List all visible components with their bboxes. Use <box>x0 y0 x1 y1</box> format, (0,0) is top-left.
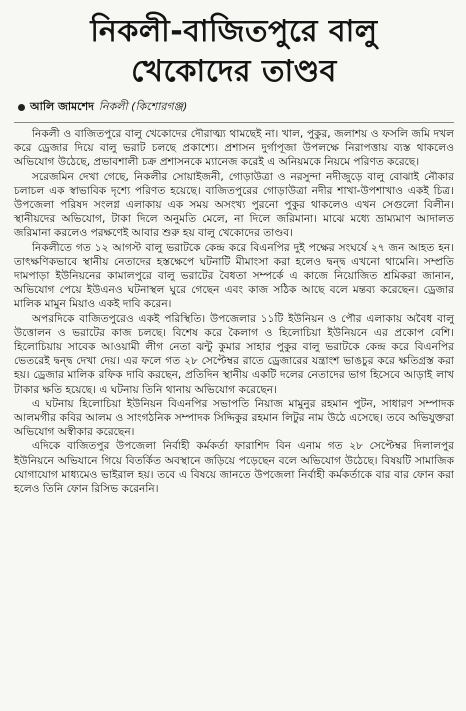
byline <box>18 98 454 117</box>
headline-line-2: খেকোদের তাণ্ডব <box>131 54 337 89</box>
headline <box>14 12 454 92</box>
byline-author: আলি জামশেদ <box>30 100 94 113</box>
paragraph-4: অপরদিকে বাজিতপুরেও একই পরিস্থিতি। উপজেলার ১১টি ইউনিয়ন ও পৌর এলাকায় অবৈধ বালু উত্তোলন ও ভরাটের কাজ চলছে। বিশেষ করে কৈলাগ ও হিলোচিয়া ইউনিয়নে এর প্রকোপ বেশি। হিলোচিয়ায় সাবেক আওয়ামী লীগ নেতা ঝন্টু কুমার সাহার পুকুর বালু ভরাটকে কেন্দ্র করে বিএনপির ভেতরেই দ্বন্দ্ব দেখা দেয়। এর ফলে গত ২৮ সেপ্টেম্বর রাতে ড্রেজারের যন্ত্রাংশ ভাঙচুর করে ক্ষতিগ্রস্ত করা হয়। ড্রেজার মালিক রফিক দাবি করছেন, প্রতিদিন স্থানীয় একটি দলের নেতাদের ভাগ হিসেবে আড়াই লাখ টাকার ক্ষতি হয়েছে। এ ঘটনায় তিনি থানায় অভিযোগ করেছেন। <box>14 312 454 396</box>
paragraph-2: সরেজমিন দেখা গেছে, নিকলীর সোয়াইজনী, গোড়াউত্রা ও নরসুন্দা নদীজুড়ে বালু বোঝাই নৌকার চলাচল এক স্বাভাবিক দৃশ্যে পরিণত হয়েছে। বাজিতপুরের গোড়াউত্রা নদীর শাখা-উপশাখাও একই চিত্র। উপজেলা পরিষদ সংলগ্ন এলাকায় এক সময় অসংখ্য পুরনো পুকুর থাকলেও এখন সেগুলো বিলীন। স্থানীয়দের অভিযোগ, টাকা দিলে অনুমতি মেলে, না দিলে জরিমানা। মাঝে মধ্যে ভ্রাম্যমাণ আদালত জরিমানা করলেও পরক্ষণেই আবার শুরু হয় বালু খেকোদের তাণ্ডব। <box>14 170 454 240</box>
paragraph-3: নিকলীতে গত ১২ আগস্ট বালু ভরাটকে কেন্দ্র করে বিএনপির দুই পক্ষের সংঘর্ষে ২৭ জন আহত হন। তাৎক্ষণিকভাবে স্থানীয় নেতাদের হস্তক্ষেপে ঘটনাটি মীমাংসা করা হলেও দ্বন্দ্ব এখনো থামেনি। সম্প্রতি দামপাড়া ইউনিয়নের কামালপুরে বালু ভরাটের বৈধতা সম্পর্কে এ কাজে নিয়োজিত শ্রমিকরা জানান, অভিযোগ পেয়ে ইউএনও ঘটনাস্থল ঘুরে গেছেন এবং কাজ সঠিক আছে বলে মন্তব্য করেছেন। ড্রেজার মালিক মামুন মিয়াও একই দাবি করেন। <box>14 241 454 311</box>
bullet-icon <box>18 104 25 111</box>
paragraph-1: নিকলী ও বাজিতপুরে বালু খেকোদের দৌরাত্ম্য থামছেই না। খাল, পুকুর, জলাশয় ও ফসলি জমি দখল করে ড্রেজার দিয়ে বালু ভরাট চলছে প্রকাশ্যে। প্রশাসন দুর্গাপূজা উপলক্ষে নিরাপত্তায় ব্যস্ত থাকলেও অভিযোগ উঠেছে, প্রভাবশালী চক্র প্রশাসনকে ম্যানেজ করেই এ অনিয়মকে নিয়মে পরিণত করেছে। <box>14 128 454 169</box>
divider <box>14 122 454 123</box>
byline-location: নিকলী (কিশোরগঞ্জ) <box>98 100 188 113</box>
article-body <box>14 127 454 496</box>
headline-line-1: নিকলী-বাজিতপুরে বালু <box>90 14 378 49</box>
paragraph-6: এদিকে বাজিতপুর উপজেলা নির্বাহী কর্মকর্তা ফারাশিদ বিন এনাম গত ২৮ সেপ্টেম্বর দিলালপুর ইউনিয়নে অভিযানে গিয়ে বিতর্কিত অবস্থানে জড়িয়ে পড়েছেন বলে অভিযোগ উঠেছে। বিষয়টি সামাজিক যোগাযোগ মাধ্যমেও ভাইরাল হয়। তবে এ বিষয়ে জানতে উপজেলা নির্বাহী কর্মকর্তাকে বার বার ফোন করা হলেও তিনি ফোন রিসিভ করেননি। <box>14 440 454 496</box>
paragraph-5: এ ঘটনায় হিলোচিয়া ইউনিয়ন বিএনপির সভাপতি নিয়াজ মামুনুর রহমান পুটন, সাধারণ সম্পাদক আলমগীর কবির আলম ও সাংগঠনিক সম্পাদক সিদ্দিকুর রহমান লিটুর নাম উঠে এসেছে। তবে অভিযুক্তরা অভিযোগ অস্বীকার করেছেন। <box>14 397 454 439</box>
